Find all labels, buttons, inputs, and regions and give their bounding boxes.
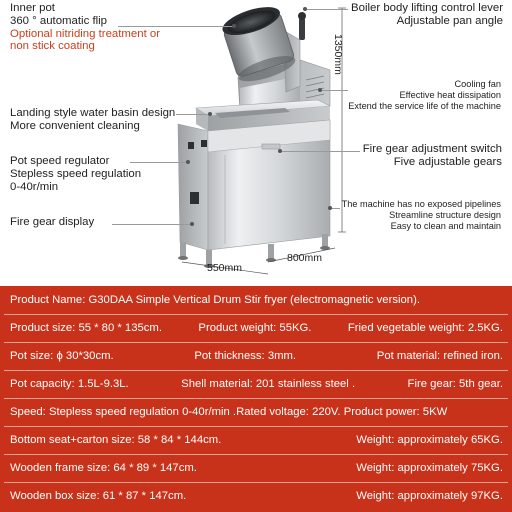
leader-line-lever [306,9,348,10]
leader-line-basin [176,114,210,115]
fire-switch-text-line-1: Fire gear adjustment switch [362,143,502,155]
lift-text-line-2: Adjustable pan angle [396,14,503,27]
height-dimension-label: 1350mm [332,34,344,75]
spec-row-wooden-frame [0,457,512,479]
lift-text-line-1: Boiler body lifting control lever [351,2,503,14]
leader-line-pot [118,26,234,27]
spec-row-speed-power [0,401,512,423]
basin-text-line-1: Landing style water basin design [10,107,176,119]
spec-cell: Fire gear: 5th gear. [407,378,503,390]
fire-display-text: Fire gear display [10,216,95,228]
spec-cell: Pot material: refined iron. [376,350,503,362]
spec-divider [4,482,508,483]
speed-text-line-2: Stepless speed regulation [10,167,142,180]
spec-cell: Product size: 55 * 80 * 135cm. [10,322,162,334]
spec-row-pot [0,345,512,367]
speed-text-line-1: Pot speed regulator [10,155,110,167]
spec-divider [4,426,508,427]
spec-cell: Pot size: ϕ 30*30cm. [10,350,114,362]
leader-dot-fan [318,88,322,92]
spec-cell: Fried vegetable weight: 2.5KG. [347,322,503,334]
fan-text-line-1: Cooling fan [454,79,501,89]
spec-cell: Product weight: 55KG. [198,322,312,334]
leader-dot-switch [278,149,282,153]
leader-dot-display [190,222,194,226]
leader-dot-speed [186,160,190,164]
leader-dot-pipes [328,206,332,210]
spec-cell: Product Name: G30DAA Simple Vertical Drum Stir fryer (electromagnetic version). [10,294,420,306]
leader-dot-basin [208,112,212,116]
spec-cell: Pot capacity: 1.5L-9.3L. [10,378,129,390]
spec-cell: Bottom seat+carton size: 58 * 84 * 144cm. [10,434,222,446]
spec-row-capacity [0,373,512,395]
spec-row-product-name [0,289,512,311]
leader-line-display [112,224,192,225]
callout-lifting-lever [351,2,503,28]
callout-fire-switch [363,143,502,169]
spec-row-wooden-box [0,485,512,507]
pipe-text-line-2: Streamline structure design [389,209,501,220]
spec-cell: Wooden box size: 61 * 87 * 147cm. [10,490,187,502]
spec-cell: Wooden frame size: 64 * 89 * 147cm. [10,462,197,474]
depth-dimension-label: 800mm [287,252,323,264]
spec-cell: Speed: Stepless speed regulation 0-40r/min .Rated voltage: 220V. Product power: 5KW [10,406,448,418]
fire-switch-text-line-2: Five adjustable gears [393,155,502,168]
spec-divider [4,398,508,399]
speed-text-line-3: 0-40r/min [10,180,59,193]
spec-divider [4,342,508,343]
basin-text-line-2: More convenient cleaning [10,119,140,132]
leader-dot-lever [303,7,307,11]
pipe-text-line-3: Easy to clean and maintain [390,220,501,231]
leader-line-switch [282,151,360,152]
callout-cooling-fan [348,79,501,112]
spec-divider [4,454,508,455]
flip-text: 360 ° automatic flip [10,14,107,27]
inner-pot-text: Inner pot [10,2,55,14]
width-dimension-label: 550mm [207,262,243,274]
callout-inner-pot [10,2,160,53]
spec-cell: Weight: approximately 75KG. [356,462,503,474]
callout-water-basin [10,107,175,133]
spec-row-size-weight [0,317,512,339]
spec-row-bottom-carton [0,429,512,451]
coating-text-line-2: non stick coating [10,40,95,53]
spec-divider [4,370,508,371]
spec-divider [4,314,508,315]
fan-text-line-2: Effective heat dissipation [399,89,501,100]
spec-cell: Shell material: 201 stainless steel . [181,378,356,390]
leader-line-fan [320,90,348,91]
pipe-text-line-1: The machine has no exposed pipelines [341,199,501,209]
spec-cell: Pot thickness: 3mm. [194,350,297,362]
spec-table [0,286,512,512]
coating-text-line-1: Optional nitriding treatment or [10,27,161,40]
spec-cell: Weight: approximately 65KG. [356,434,503,446]
callout-fire-display [10,216,94,229]
callout-speed-regulator [10,155,141,193]
leader-dot-pot [232,24,236,28]
fan-text-line-3: Extend the service life of the machine [348,100,501,111]
spec-cell: Weight: approximately 97KG. [356,490,503,502]
leader-line-speed [130,162,186,163]
callout-no-pipelines [342,199,501,232]
